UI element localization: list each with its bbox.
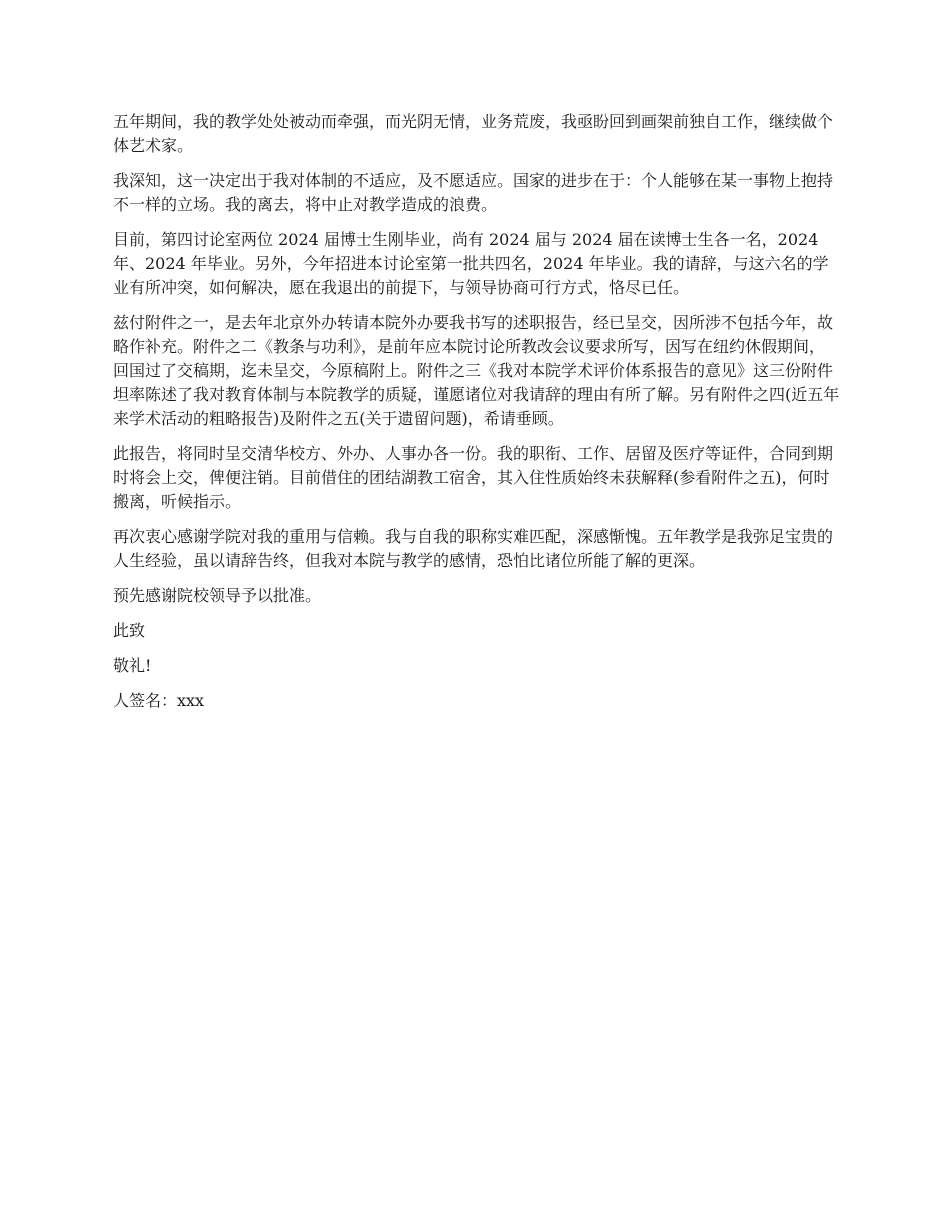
paragraph-3: 目前，第四讨论室两位 2024 届博士生刚毕业，尚有 2024 届与 2024 届在读博士生各一名，2024 年、2024 年毕业。另外，今年招进本讨论室第一批共四名，2024 年毕业。我的请辞，与这六名的学业有所冲突，如何解决，愿在我退出的前提下，与领导协商可行方式，恪尽已任。 — [113, 230, 829, 297]
paragraph-6: 再次衷心感谢学院对我的重用与信赖。我与自我的职称实难匹配，深感惭愧。五年教学是我弥足宝贵的人生经验，虽以请辞告终，但我对本院与教学的感情，恐怕比诸位所能了解的更深。 — [113, 527, 834, 570]
document-body — [113, 110, 840, 724]
paragraph-4: 兹付附件之一，是去年北京外办转请本院外办要我书写的述职报告，经已呈交，因所涉不包括今年，故略作补充。附件之二《教条与功利》，是前年应本院讨论所教改会议要求所写，因写在纽约休假期间，回国过了交稿期，迄未呈交，今原稿附上。附件之三《我对本院学术评价体系报告的意见》这三份附件坦率陈述了我对教育体制与本院教学的质疑，谨愿诸位对我请辞的理由有所了解。另有附件之四(近五年来学术活动的粗略报告)及附件之五(关于遗留问题)，希请垂顾。 — [113, 313, 840, 428]
paragraph-1: 五年期间，我的教学处处被动而牵强，而光阴无情，业务荒废，我亟盼回到画架前独自工作，继续做个体艺术家。 — [113, 112, 834, 155]
salutation-line: 敬礼! — [113, 656, 152, 675]
paragraph-2: 我深知，这一决定出于我对体制的不适应，及不愿适应。国家的进步在于：个人能够在某一事物上抱持不一样的立场。我的离去，将中止对教学造成的浪费。 — [113, 171, 834, 214]
paragraph-5: 此报告，将同时呈交清华校方、外办、人事办各一份。我的职衔、工作、居留及医疗等证件，合同到期时将会上交，俾便注销。目前借住的团结湖教工宿舍，其入住性质始终未获解释(参看附件之五)，何时搬离，听候指示。 — [113, 444, 834, 511]
paragraph-7: 预先感谢院校领导予以批准。 — [113, 586, 322, 605]
signature-line: 人签名：xxx — [113, 691, 205, 710]
closing-line: 此致 — [113, 621, 146, 640]
